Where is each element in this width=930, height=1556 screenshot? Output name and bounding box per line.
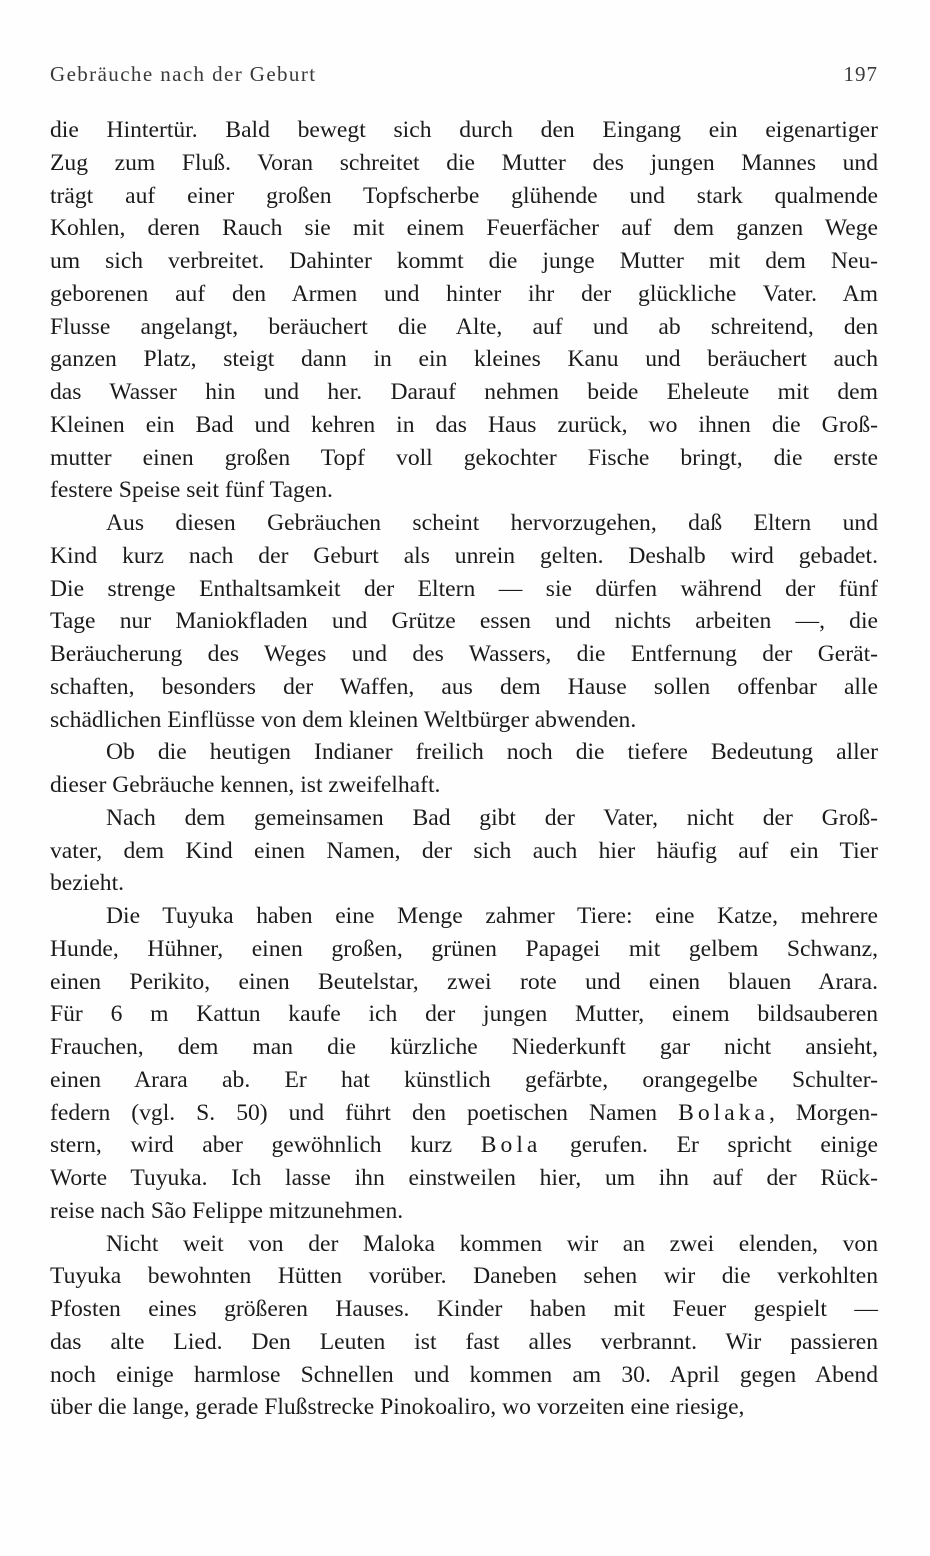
text-line: Worte Tuyuka. Ich lasse ihn einstweilen hier, um ihn auf der Rück- <box>50 1165 878 1191</box>
paragraph <box>50 1228 878 1425</box>
text-line: Tage nur Maniokfladen und Grütze essen und nichts arbeiten —, die <box>50 608 878 635</box>
text-line: Ob die heutigen Indianer freilich noch die tiefere Bedeutung aller <box>106 739 878 766</box>
text-line: mutter einen großen Topf voll gekochter Fische bringt, die erste <box>50 444 878 471</box>
text-line: Frauchen, dem man die kürzliche Niederkunft gar nicht ansieht, <box>50 1034 878 1060</box>
text-line: federn (vgl. S. 50) und führt den poetischen Namen Bolaka, Morgen- <box>50 1099 878 1126</box>
text-line: die Hintertür. Bald bewegt sich durch den Eingang ein eigenartiger <box>50 117 878 143</box>
text-line: geborenen auf den Armen und hinter ihr der glückliche Vater. Am <box>50 280 878 307</box>
page-number: 197 <box>843 62 878 86</box>
text-line: Nicht weit von der Maloka kommen wir an zwei elenden, von <box>106 1230 878 1257</box>
text-line: das Wasser hin und her. Darauf nehmen beide Eheleute mit dem <box>50 379 878 405</box>
text-line: stern, wird aber gewöhnlich kurz Bola gerufen. Er spricht einige <box>50 1132 878 1159</box>
text-line: Kind kurz nach der Geburt als unrein gelten. Deshalb wird gebadet. <box>50 542 878 569</box>
text-line: trägt auf einer großen Topfscherbe glühende und stark qualmende <box>50 182 878 209</box>
text-line: einen Perikito, einen Beutelstar, zwei rote und einen blauen Arara. <box>50 968 878 995</box>
paragraph <box>50 802 878 900</box>
text-line: Flusse angelangt, beräuchert die Alte, auf und ab schreitend, den <box>50 313 878 340</box>
text-line: Tuyuka bewohnten Hütten vorüber. Daneben sehen wir die verkohlten <box>50 1263 878 1290</box>
text-line: ganzen Platz, steigt dann in ein kleines Kanu und beräuchert auch <box>50 346 878 373</box>
text-line: vater, dem Kind einen Namen, der sich auch hier häufig auf ein Tier <box>50 837 878 864</box>
text-line: Nach dem gemeinsamen Bad gibt der Vater, nicht der Groß- <box>106 804 878 831</box>
text-line: schädlichen Einflüsse von dem kleinen Weltbürger abwenden. <box>50 706 637 733</box>
text-line: dieser Gebräuche kennen, ist zweifelhaft. <box>50 772 441 798</box>
text-line: schaften, besonders der Waffen, aus dem Hause sollen offenbar alle <box>50 673 878 700</box>
text-line: einen Arara ab. Er hat künstlich gefärbte, orangegelbe Schulter- <box>50 1066 878 1093</box>
text-line: Hunde, Hühner, einen großen, grünen Papagei mit gelbem Schwanz, <box>50 935 878 962</box>
running-header <box>50 62 878 90</box>
text-line: Kohlen, deren Rauch sie mit einem Feuerfächer auf dem ganzen Wege <box>50 215 878 242</box>
text-line: über die lange, gerade Flußstrecke Pinokoaliro, wo vorzeiten eine riesige, <box>50 1394 745 1421</box>
text-line: reise nach São Felippe mitzunehmen. <box>50 1197 404 1224</box>
text-line: bezieht. <box>50 870 125 897</box>
paragraph <box>50 736 878 802</box>
text-line: Pfosten eines größeren Hauses. Kinder haben mit Feuer gespielt — <box>50 1296 878 1322</box>
paragraph <box>50 114 878 507</box>
text-line: Die strenge Enthaltsamkeit der Eltern — sie dürfen während der fünf <box>50 575 878 602</box>
text-line: Aus diesen Gebräuchen scheint hervorzugehen, daß Eltern und <box>106 510 878 536</box>
running-title: Gebräuche nach der Geburt <box>50 62 317 86</box>
body-text <box>50 114 878 1424</box>
paragraph <box>50 507 878 736</box>
paragraph <box>50 900 878 1228</box>
text-line: noch einige harmlose Schnellen und kommen am 30. April gegen Abend <box>50 1361 878 1388</box>
text-line: Beräucherung des Weges und des Wassers, die Entfernung der Gerät- <box>50 641 878 667</box>
text-line: um sich verbreitet. Dahinter kommt die junge Mutter mit dem Neu- <box>50 248 878 274</box>
text-line: Für 6 m Kattun kaufe ich der jungen Mutter, einem bildsauberen <box>50 1001 878 1028</box>
text-line: Kleinen ein Bad und kehren in das Haus zurück, wo ihnen die Groß- <box>50 411 878 438</box>
text-line: Zug zum Fluß. Voran schreitet die Mutter des jungen Mannes und <box>50 149 878 176</box>
text-line: festere Speise seit fünf Tagen. <box>50 477 333 504</box>
text-line: Die Tuyuka haben eine Menge zahmer Tiere: eine Katze, mehrere <box>106 903 878 929</box>
text-line: das alte Lied. Den Leuten ist fast alles verbrannt. Wir passieren <box>50 1328 878 1355</box>
